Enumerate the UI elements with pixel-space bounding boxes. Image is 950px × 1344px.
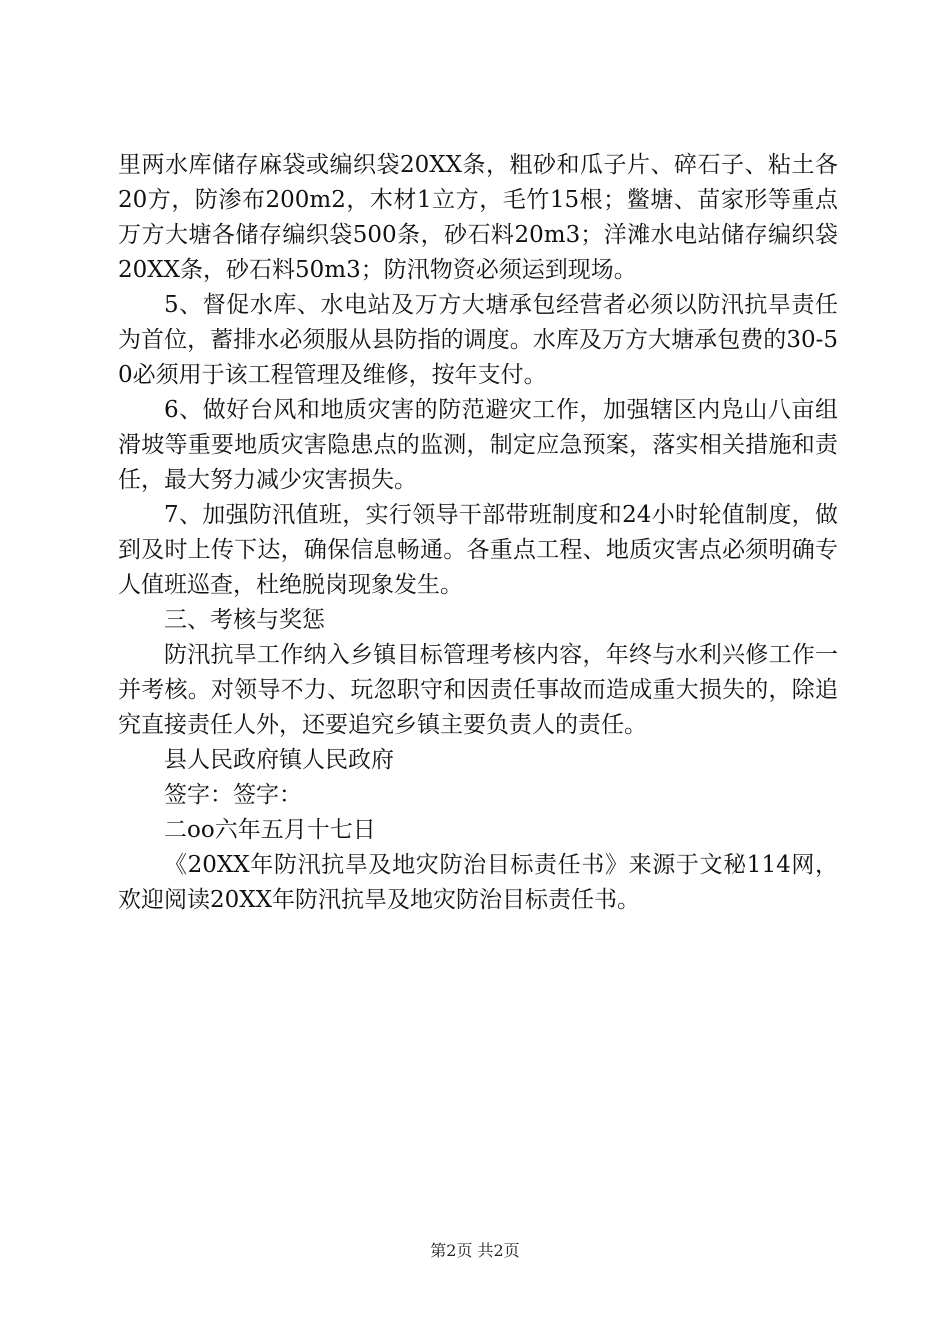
signatory-governments: 县人民政府镇人民政府 xyxy=(164,747,394,773)
page-footer: 第2页 共2页 xyxy=(430,1241,520,1260)
paragraph-item-6: 6、做好台风和地质灾害的防范避灾工作，加强辖区内凫山八亩组滑坡等重要地质灾害隐患点的监测，制定应急预案，落实相关措施和责任，最大努力减少灾害损失。 xyxy=(118,397,838,493)
paragraph-item-7: 7、加强防汛值班，实行领导干部带班制度和24小时轮值制度，做到及时上传下达，确保信息畅通。各重点工程、地质灾害点必须明确专人值班巡查，杜绝脱岗现象发生。 xyxy=(118,502,838,598)
document-date: 二oo六年五月十七日 xyxy=(164,817,376,843)
paragraph-item-5: 5、督促水库、水电站及万方大塘承包经营者必须以防汛抗旱责任为首位，蓄排水必须服从县防指的调度。水库及万方大塘承包费的30-50必须用于该工程管理及维修，按年支付。 xyxy=(118,292,838,388)
section-heading-assessment: 三、考核与奖惩 xyxy=(164,607,325,633)
document-body xyxy=(118,148,838,918)
paragraph-materials: 里两水库储存麻袋或编织袋20XX条，粗砂和瓜子片、碎石子、粘土各20方，防渗布200m2，木材1立方，毛竹15根；鳖塘、苗家形等重点万方大塘各储存编织袋500条，砂石料20m3；洋滩水电站储存编织袋20XX条，砂石料50m3；防汛物资必须运到现场。 xyxy=(118,152,838,283)
paragraph-assessment: 防汛抗旱工作纳入乡镇目标管理考核内容，年终与水利兴修工作一并考核。对领导不力、玩忽职守和因责任事故而造成重大损失的，除追究直接责任人外，还要追究乡镇主要负责人的责任。 xyxy=(118,642,838,738)
source-note: 《20XX年防汛抗旱及地灾防治目标责任书》来源于文秘114网，欢迎阅读20XX年防汛抗旱及地灾防治目标责任书。 xyxy=(118,852,838,913)
signature-line: 签字：签字： xyxy=(164,782,302,808)
